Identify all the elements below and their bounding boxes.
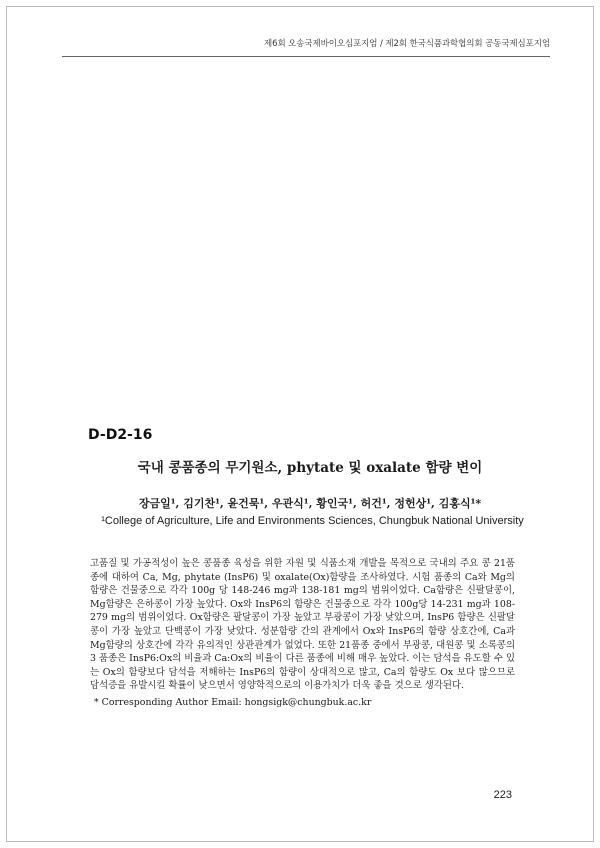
paper-code: D-D2-16 [88, 427, 153, 443]
header-divider [62, 56, 550, 57]
abstract-text: 고품질 및 가공적성이 높은 콩품종 육성을 위한 자원 및 식품소재 개발을 목적으로 국내의 주요 콩 21품종에 대하여 Ca, Mg, phytate (InsP6) 및 oxalate(Ox)함량을 조사하였다. 시험 품종의 Ca와 Mg의 함량은 건물중으로 각각 100g 당 148-246 mg과 138-181 mg의 범위이었다. Ca함량은 신팔달콩이, Mg함량은 은하콩이 가장 높았다. Ox와 InsP6의 함량은 건물중으로 각각 100g당 14-231 mg과 108-279 mg의 범위이었다. Ox함량은 팔달콩이 가장 높았고 부광콩이 가장 낮았으며, InsP6 함량은 신팔달콩이 가장 높았고 단백콩이 가장 낮았다. 성분함량 간의 관계에서 Ox와 InsP6의 함량 상호간에, Ca과 Mg함량의 상호간에 각각 유의적인 상관관계가 없었다. 또한 21품종 중에서 부광콩, 대원콩 및 소록콩의 3 품종은 InsP6:Ox의 비율과 Ca:Ox의 비율이 다른 품종에 비해 매우 높았다. 이는 담석을 유도할 수 있는 Ox의 함량보다 담석을 저해하는 InsP6의 함량이 상대적으로 많고, Ca의 함량도 Ox 보다 많으므로 담석증을 유발시킬 확률이 낮으면서 영양학적으로의 이용가치가 더욱 좋을 것으로 생각된다. [90, 558, 515, 692]
author-list: 장금일¹, 김기찬¹, 윤건묵¹, 우관식¹, 황인국¹, 허건¹, 정헌상¹, 김홍식¹* [138, 497, 482, 510]
affiliation: ¹College of Agriculture, Life and Environments Sciences, Chungbuk National University [101, 515, 524, 527]
page-border [6, 6, 594, 842]
running-header: 제6회 오송국제바이오심포지엄 / 제2회 한국식품과학협의회 공동국제심포지엄 [264, 39, 550, 49]
page-number: 223 [493, 789, 512, 801]
paper-title: 국내 콩품종의 무기원소, phytate 및 oxalate 함량 변이 [137, 460, 483, 476]
corresponding-author-email: * Corresponding Author Email: hongsigk@chungbuk.ac.kr [94, 697, 372, 708]
abstract-body [90, 557, 515, 693]
